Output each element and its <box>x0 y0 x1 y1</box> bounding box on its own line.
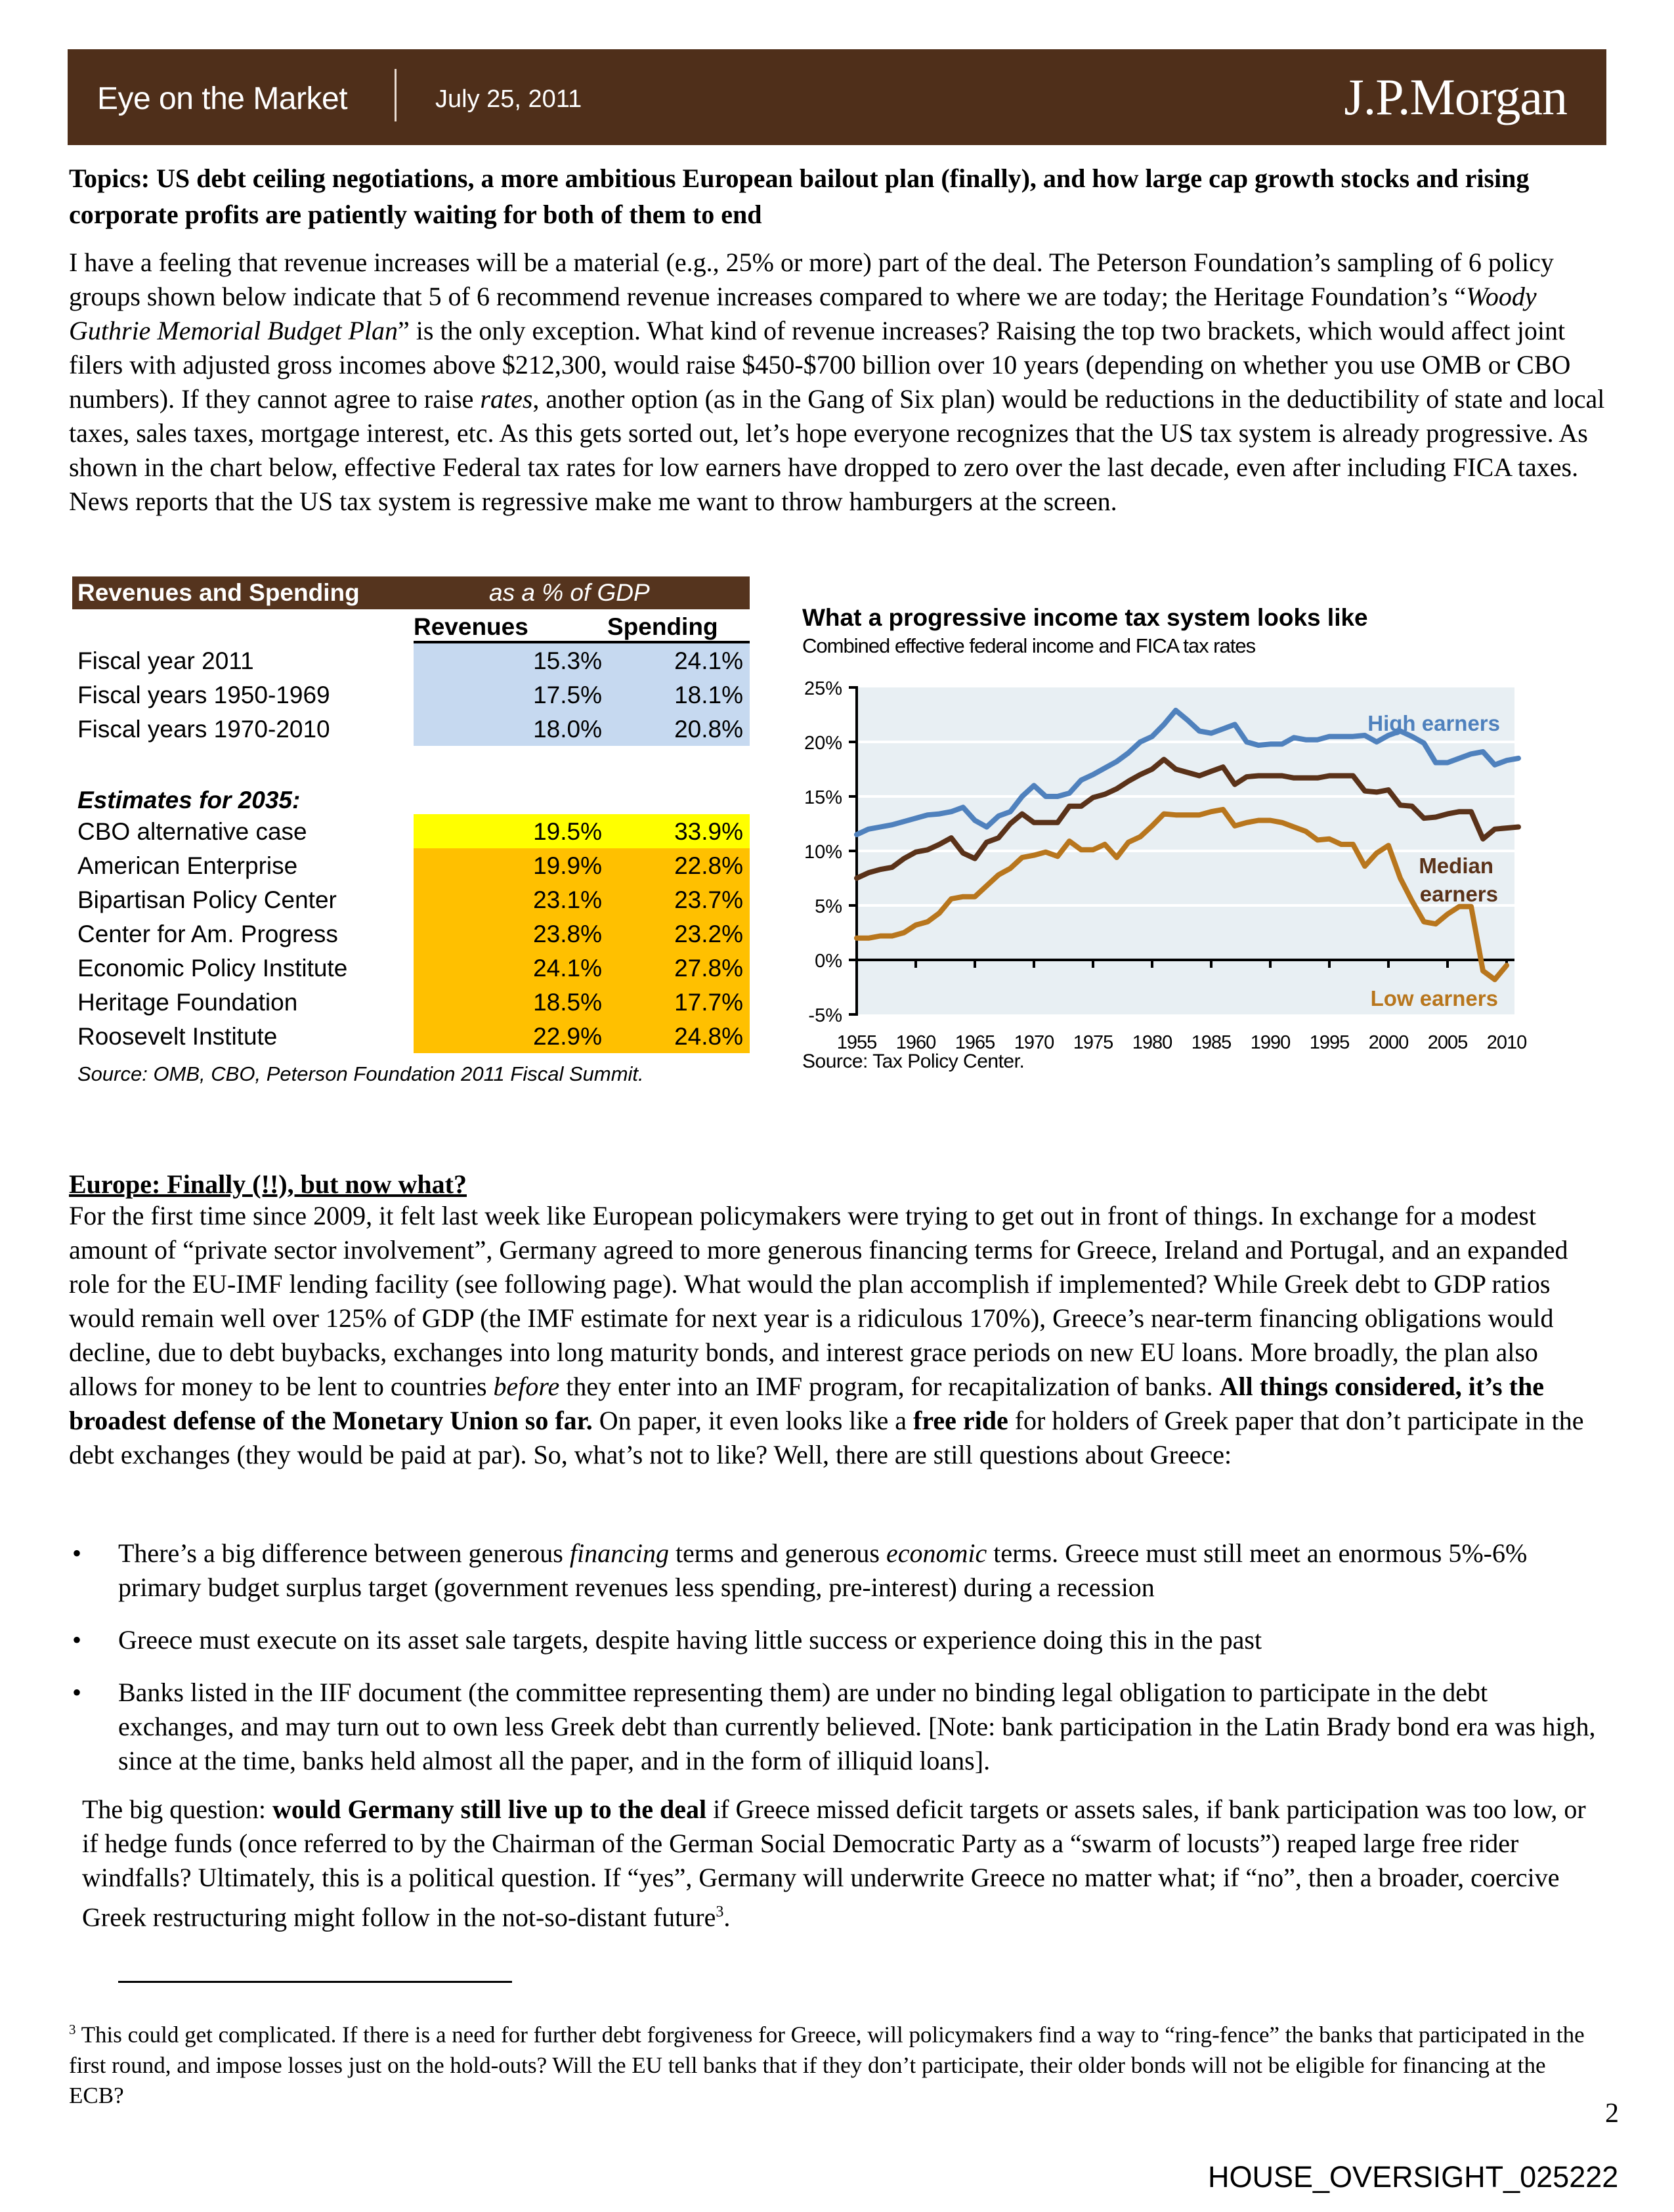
spending-value: 24.1% <box>674 647 743 674</box>
revenues-value: 24.1% <box>533 955 602 982</box>
revenues-value: 15.3% <box>533 647 602 674</box>
row-label: Center for Am. Progress <box>77 921 338 947</box>
table-row <box>72 951 750 985</box>
label-high-earners: High earners <box>1367 711 1500 735</box>
col-spending: Spending <box>607 613 718 640</box>
row-label: Roosevelt Institute <box>77 1023 278 1050</box>
table-row <box>72 712 750 746</box>
brand-logo: J.P.Morgan <box>1344 68 1567 125</box>
spending-value: 27.8% <box>674 955 743 982</box>
y-tick-label: 0% <box>815 951 842 972</box>
list-item: • Greece must execute on its asset sale targets, despite having little success or experience doing this in the past <box>69 1623 1605 1657</box>
europe-paragraph: For the first time since 2009, it felt last week like European policymakers were trying to get out in front of things. In exchange for a modest amount of “private sector involvement”, Germany agreed to more generous financing terms for Greece, Ireland and Portugal, and an expanded role for the EU-IMF lending facility (see following page). What would the plan accomplish if implemented? While Greek debt to GDP ratios would remain well over 125% of GDP (the IMF estimate for next year is a ridiculous 170%), Greece’s near-term financing obligations would decline, due to debt buybacks, exchanges into long maturity bonds, and interest grace periods on new EU loans. More broadly, the plan also allows for money to be lent to countries before they enter into an IMF program, for recapitalization of banks. All things considered, it’s the broadest defense of the Monetary Union so far. On paper, it even looks like a free ride for holders of Greek paper that don’t participate in the debt exchanges (they would be paid at par). So, what’s not to like? Well, there are still questions about Greece: <box>69 1201 1584 1469</box>
x-tick-label: 1975 <box>1073 1032 1113 1051</box>
spending-value: 24.8% <box>674 1023 743 1050</box>
spending-value: 23.2% <box>674 921 743 947</box>
x-tick-label: 2010 <box>1486 1032 1527 1051</box>
x-tick-label: 1955 <box>836 1032 877 1051</box>
revenues-value: 19.9% <box>533 852 602 879</box>
y-tick-label: 20% <box>804 733 842 754</box>
bullet-icon: • <box>72 1625 82 1655</box>
big-question-paragraph: The big question: would Germany still live up to the deal if Greece missed deficit targets or assets sales, if bank participation was too low, or if hedge funds (once referred to by the Chairman of the German Social Democratic Party as a “swarm of locusts”) reaped large free rider windfalls? Ultimately, this is a political question. If “yes”, Germany will underwrite Greece no matter what; if “no”, then a broader, coercive Greek restructuring might follow in the not-so-distant future$^3$. <box>82 1794 1586 1932</box>
tax-rate-line-chart <box>788 657 1543 1051</box>
header-divider <box>395 69 397 121</box>
chart-source: Source: Tax Policy Center. <box>802 1051 1025 1072</box>
spending-value: 17.7% <box>674 989 743 1016</box>
label-low-earners: Low earners <box>1370 986 1498 1010</box>
row-label: Fiscal years 1950-1969 <box>77 682 330 708</box>
spending-value: 23.7% <box>674 886 743 913</box>
publication-title: Eye on the Market <box>97 81 348 116</box>
chart-subtitle: Combined effective federal income and FICA tax rates <box>802 634 1256 657</box>
y-tick-label: 25% <box>804 678 842 699</box>
table-row <box>72 643 750 678</box>
table-row <box>72 848 750 882</box>
x-tick-label: 2000 <box>1368 1032 1409 1051</box>
spending-value: 33.9% <box>674 818 743 845</box>
table-row <box>72 882 750 917</box>
revenues-value: 18.0% <box>533 716 602 743</box>
x-tick-label: 1965 <box>955 1032 995 1051</box>
intro-paragraph: I have a feeling that revenue increases will be a material (e.g., 25% or more) part of the deal. The Peterson Foundation’s sampling of 6 policy groups shown below indicate that 5 of 6 recommend revenue increases compared to where we are today; the Heritage Foundation’s “Woody Guthrie Memorial Budget Plan” is the only exception. What kind of revenue increases? Raising the top two brackets, which would affect joint filers with adjusted gross incomes above $212,300, would raise $450-$700 billion over 10 years (depending on whether you use OMB or CBO numbers). If they cannot agree to raise rates, another option (as in the Gang of Six plan) would be reductions in the deductibility of state and local taxes, sales taxes, mortgage interest, etc. As this gets sorted out, let’s hope everyone recognizes that the US tax system is already progressive. As shown in the chart below, effective Federal tax rates for low earners have dropped to zero over the last decade, even after including FICA taxes. News reports that the US tax system is regressive make me want to throw hamburgers at the screen. <box>69 248 1605 516</box>
page-number: 2 <box>1605 2098 1619 2129</box>
spending-value: 20.8% <box>674 716 743 743</box>
revenues-value: 18.5% <box>533 989 602 1016</box>
y-tick-label: 5% <box>815 896 842 917</box>
section-heading-europe: Europe: Finally (!!), but now what? <box>69 1169 467 1199</box>
revenues-value: 22.9% <box>533 1023 602 1050</box>
x-tick-label: 1995 <box>1309 1032 1350 1051</box>
footnote-separator <box>118 1981 512 1983</box>
col-revenues: Revenues <box>414 613 528 640</box>
table-row <box>72 917 750 951</box>
svg-text:earners: earners <box>1419 882 1498 906</box>
chart-title: What a progressive income tax system looks like <box>802 604 1368 631</box>
row-label: Bipartisan Policy Center <box>77 886 337 913</box>
x-tick-label: 1990 <box>1250 1032 1291 1051</box>
x-tick-label: 1960 <box>895 1032 936 1051</box>
table-header <box>72 576 750 609</box>
list-item: • Banks listed in the IIF document (the committee representing them) are under no binding legal obligation to participate in the debt exchanges, and may turn out to own less Greek debt than currently believed. [Note: bank participation in the Latin Brady bond era was high, since at the time, banks held almost all the paper, and in the form of illiquid loans]. <box>69 1676 1605 1778</box>
revenues-value: 23.1% <box>533 886 602 913</box>
row-label: CBO alternative case <box>77 818 307 845</box>
table-subtitle: as a % of GDP <box>489 579 650 606</box>
x-tick-label: 1985 <box>1191 1032 1232 1051</box>
bullet-icon: • <box>72 1678 82 1707</box>
footnote: $^3$ This could get complicated. If there is a need for further debt forgiveness for Greece, will policymakers find a way to “ring-fence” the banks that participated in the first round, and impose losses just on the hold-outs? Will the EU tell banks that if they don’t participate, their older bonds will not be eligible for financing at the ECB? <box>69 2022 1585 2108</box>
table-source: Source: OMB, CBO, Peterson Foundation 2011 Fiscal Summit. <box>77 1062 644 1085</box>
row-label: Fiscal year 2011 <box>77 647 254 674</box>
y-tick-label: -5% <box>808 1005 842 1026</box>
spending-value: 22.8% <box>674 852 743 879</box>
x-tick-label: 2005 <box>1427 1032 1468 1051</box>
revenues-spending-table <box>72 576 750 1086</box>
header-banner <box>68 49 1606 145</box>
row-label: Heritage Foundation <box>77 989 298 1016</box>
column-headers <box>72 609 750 643</box>
x-tick-label: 1970 <box>1014 1032 1054 1051</box>
spending-value: 18.1% <box>674 682 743 708</box>
x-tick-label: 1980 <box>1132 1032 1172 1051</box>
list-item: • There’s a big difference between generous financing terms and generous economic terms. Greece must still meet an enormous 5%-6% primary budget surplus target (government revenues less spending, pre-interest) during a recession <box>69 1536 1605 1605</box>
greece-questions-list <box>69 1536 1605 1796</box>
revenues-value: 19.5% <box>533 818 602 845</box>
table-row <box>72 814 750 848</box>
row-label: Economic Policy Institute <box>77 955 348 982</box>
revenues-value: 23.8% <box>533 921 602 947</box>
bullet-icon: • <box>72 1538 82 1568</box>
row-label: Fiscal years 1970-2010 <box>77 716 330 743</box>
y-tick-label: 10% <box>804 842 842 863</box>
revenues-value: 17.5% <box>533 682 602 708</box>
label-median-earners: Median <box>1419 854 1493 878</box>
footnote-ref-link[interactable]: 3 <box>716 1903 724 1920</box>
table-row <box>72 678 750 712</box>
publication-date: July 25, 2011 <box>435 85 582 113</box>
estimates-label: Estimates for 2035: <box>77 787 301 813</box>
topics-heading: Topics: US debt ceiling negotiations, a more ambitious European bailout plan (finally), and how large cap growth stocks and rising corporate profits are patiently waiting for both of them to end <box>69 163 1530 229</box>
table-row <box>72 1019 750 1053</box>
table-title: Revenues and Spending <box>77 579 360 606</box>
row-label: American Enterprise <box>77 852 298 879</box>
bates-stamp: HOUSE_OVERSIGHT_025222 <box>1208 2160 1619 2194</box>
table-row <box>72 985 750 1019</box>
y-tick-label: 15% <box>804 787 842 808</box>
